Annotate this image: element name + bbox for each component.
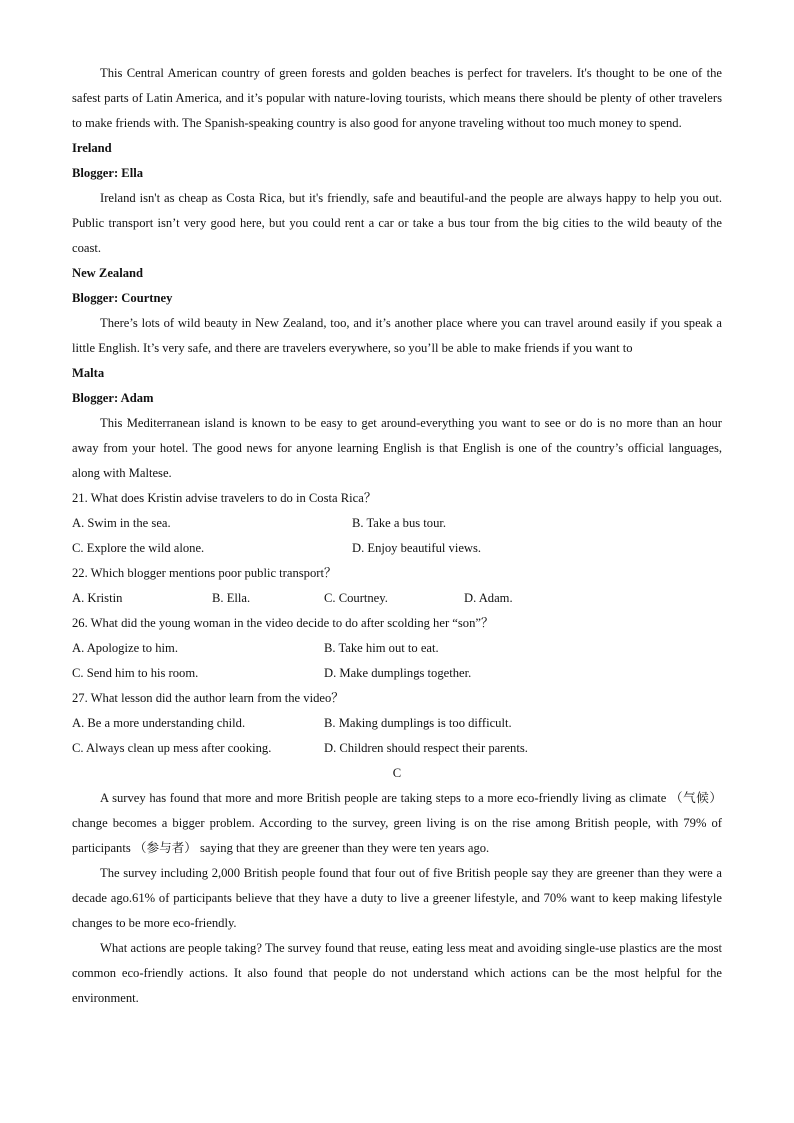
question-26-option-c: C. Send him to his room. [72,666,199,680]
section-c-paragraph-2: The survey including 2,000 British people found that four out of five British people say they are greener than they were a decade ago.61% of participants believe that they have a duty to live a greener lifestyle, and 70% want to keep making lifestyle changes to be more eco-friendly. [72,866,722,930]
question-27-options-row-1 [72,711,722,736]
document-page [72,61,722,1011]
ireland-paragraph: Ireland isn't as cheap as Costa Rica, but it's friendly, safe and beautiful-and the people are always happy to help you out. Public transport isn’t very good here, but you could rent a car or take a bus tour from the big cities to the wild beauty of the coast. [72,191,722,255]
question-26-option-b: B. Take him out to eat. [324,641,439,655]
malta-paragraph: This Mediterranean island is known to be easy to get around-everything you want to see or do is no more than an hour away from your hotel. The good news for anyone learning English is that English is one of the country’s official languages, along with Maltese. [72,416,722,480]
malta-blogger: Blogger: Adam [72,391,154,405]
ireland-heading: Ireland [72,141,112,155]
question-22-option-a: A. Kristin [72,591,123,605]
question-26-option-a: A. Apologize to him. [72,641,178,655]
question-22-options [72,586,722,611]
question-21-option-b: B. Take a bus tour. [352,516,447,530]
question-27-options-row-2 [72,736,722,761]
question-26-options-row-2 [72,661,722,686]
question-26-options-row-1 [72,636,722,661]
question-22-option-b: B. Ella. [212,591,251,605]
question-22-option-d: D. Adam. [464,591,513,605]
question-21-option-d: D. Enjoy beautiful views. [352,541,482,555]
ireland-blogger: Blogger: Ella [72,166,144,180]
question-27-stem: 27. What lesson did the author learn from the video？ [72,691,344,705]
new-zealand-paragraph: There’s lots of wild beauty in New Zealand, too, and it’s another place where you can travel around easily if you speak a little English. It’s very safe, and there are travelers everywhere, so you’ll be able to make friends if you want to [72,316,722,355]
question-21-options-row-2 [72,536,722,561]
costa-rica-paragraph: This Central American country of green forests and golden beaches is perfect for travelers. It's thought to be one of the safest parts of Latin America, and it’s popular with nature-loving tourists, which means there should be plenty of other travelers to make friends with. The Spanish-speaking country is also good for anyone traveling without too much money to spend. [72,66,722,130]
question-21-option-a: A. Swim in the sea. [72,516,171,530]
section-c-label: C [392,766,402,780]
question-21-option-c: C. Explore the wild alone. [72,541,205,555]
question-22-stem: 22. Which blogger mentions poor public transport？ [72,566,337,580]
question-26-stem: 26. What did the young woman in the video decide to do after scolding her “son”？ [72,616,494,630]
question-26-option-d: D. Make dumplings together. [324,666,472,680]
question-27-option-b: B. Making dumplings is too difficult. [324,716,512,730]
question-22-option-c: C. Courtney. [324,591,388,605]
new-zealand-blogger: Blogger: Courtney [72,291,173,305]
question-21-options-row-1 [72,511,722,536]
new-zealand-heading: New Zealand [72,266,144,280]
malta-heading: Malta [72,366,105,380]
question-27-option-c: C. Always clean up mess after cooking. [72,741,272,755]
question-27-option-d: D. Children should respect their parents. [324,741,528,755]
section-c-paragraph-1: A survey has found that more and more British people are taking steps to a more eco-friendly living as climate （气候） change becomes a bigger problem. According to the survey, green living is on the rise among British people, with 79% of participants （参与者） saying that they are greener than they were ten years ago. [72,791,722,855]
question-21-stem: 21. What does Kristin advise travelers to do in Costa Rica？ [72,491,377,505]
question-27-option-a: A. Be a more understanding child. [72,716,246,730]
section-c-paragraph-3: What actions are people taking? The survey found that reuse, eating less meat and avoiding single-use plastics are the most common eco-friendly actions. It also found that people do not understand which actions can be the most helpful for the environment. [72,941,722,1005]
